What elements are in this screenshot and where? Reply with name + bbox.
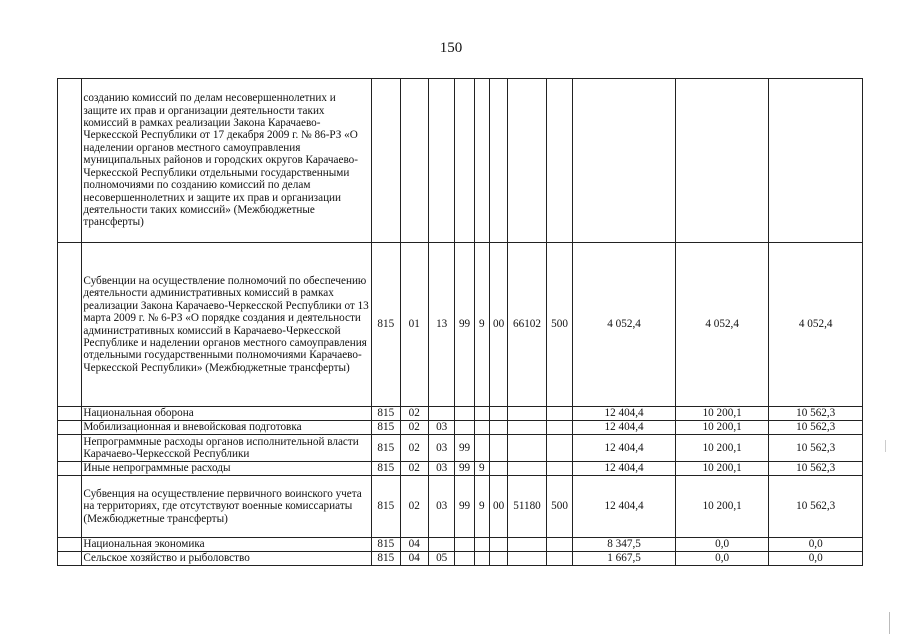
col-event: 00 [489,476,507,538]
col-expense-type [546,407,572,421]
row-gap-cell [58,407,82,421]
col-program: 99 [455,243,474,407]
col-event [489,435,507,462]
col-amount-2 [675,79,769,243]
col-event [489,407,507,421]
col-ministry: 815 [372,552,400,566]
col-amount-3: 10 562,3 [769,462,863,476]
col-section: 02 [400,421,428,435]
col-subprogram [474,407,489,421]
col-expense-type [546,552,572,566]
table-row [58,476,863,538]
col-expense-type: 500 [546,476,572,538]
col-direction [508,462,547,476]
col-subsection: 03 [428,421,454,435]
col-subprogram [474,538,489,552]
col-event [489,79,507,243]
col-section: 04 [400,538,428,552]
col-expense-type [546,538,572,552]
row-gap-cell [58,538,82,552]
row-name: Мобилизационная и вневойсковая подготовка [82,421,372,435]
col-direction [508,421,547,435]
row-gap-cell [58,421,82,435]
col-amount-2: 10 200,1 [675,476,769,538]
col-subsection: 03 [428,462,454,476]
col-expense-type [546,435,572,462]
col-subsection: 03 [428,476,454,538]
row-name: Непрограммные расходы органов исполнительной власти Карачаево-Черкесской Республики [82,435,372,462]
col-amount-2: 0,0 [675,552,769,566]
col-ministry [372,79,400,243]
row-gap-cell [58,476,82,538]
col-direction [508,79,547,243]
col-amount-2: 10 200,1 [675,421,769,435]
col-amount-2: 10 200,1 [675,462,769,476]
table-row [58,462,863,476]
col-direction: 66102 [508,243,547,407]
col-direction: 51180 [508,476,547,538]
col-amount-3: 0,0 [769,538,863,552]
col-program [455,407,474,421]
col-direction [508,435,547,462]
col-amount-1: 1 667,5 [573,552,676,566]
col-ministry: 815 [372,538,400,552]
col-program: 99 [455,462,474,476]
table-row [58,243,863,407]
col-subsection: 05 [428,552,454,566]
col-subsection [428,538,454,552]
col-program [455,538,474,552]
col-program: 99 [455,435,474,462]
col-amount-3: 10 562,3 [769,435,863,462]
row-gap-cell [58,435,82,462]
col-program: 99 [455,476,474,538]
col-ministry: 815 [372,421,400,435]
col-amount-1: 12 404,4 [573,421,676,435]
col-event [489,552,507,566]
table-row [58,79,863,243]
budget-table [57,78,863,566]
col-amount-1: 12 404,4 [573,476,676,538]
row-name: Иные непрограммные расходы [82,462,372,476]
row-gap-cell [58,552,82,566]
col-section: 02 [400,407,428,421]
col-expense-type: 500 [546,243,572,407]
row-gap-cell [58,462,82,476]
col-section: 01 [400,243,428,407]
col-amount-2: 4 052,4 [675,243,769,407]
col-amount-1: 8 347,5 [573,538,676,552]
col-event: 00 [489,243,507,407]
col-ministry: 815 [372,435,400,462]
col-amount-1: 4 052,4 [573,243,676,407]
col-amount-1: 12 404,4 [573,462,676,476]
col-subprogram [474,421,489,435]
row-name: Сельское хозяйство и рыболовство [82,552,372,566]
col-subprogram: 9 [474,243,489,407]
col-subprogram: 9 [474,462,489,476]
col-subsection: 03 [428,435,454,462]
col-amount-3: 10 562,3 [769,421,863,435]
col-expense-type [546,421,572,435]
table-row [58,552,863,566]
col-amount-1: 12 404,4 [573,407,676,421]
col-program [455,552,474,566]
col-section: 04 [400,552,428,566]
col-subprogram: 9 [474,476,489,538]
col-section: 02 [400,462,428,476]
col-event [489,462,507,476]
col-amount-3: 10 562,3 [769,476,863,538]
table-row [58,538,863,552]
row-name: Национальная экономика [82,538,372,552]
col-amount-2: 10 200,1 [675,407,769,421]
col-amount-3: 10 562,3 [769,407,863,421]
col-section: 02 [400,476,428,538]
col-subsection [428,407,454,421]
col-subprogram [474,79,489,243]
col-subsection [428,79,454,243]
col-direction [508,407,547,421]
col-section [400,79,428,243]
scan-mark [885,440,886,452]
col-direction [508,538,547,552]
col-expense-type [546,462,572,476]
col-event [489,421,507,435]
table-row [58,435,863,462]
col-program [455,79,474,243]
row-gap-cell [58,79,82,243]
col-expense-type [546,79,572,243]
col-direction [508,552,547,566]
col-amount-3: 0,0 [769,552,863,566]
row-gap-cell [58,243,82,407]
col-ministry: 815 [372,462,400,476]
col-subprogram [474,552,489,566]
col-program [455,421,474,435]
col-ministry: 815 [372,243,400,407]
table-row [58,407,863,421]
col-section: 02 [400,435,428,462]
col-amount-2: 10 200,1 [675,435,769,462]
row-name: созданию комиссий по делам несовершеннолетних и защите их прав и организации деятельности таких комиссий в рамках реализации Закона Карачаево-Черкесской Республики от 17 декабря 2009 г. № 86-РЗ «О наделении органов местного самоуправления муниципальных районов и городских округов Карачаево-Черкесской Республики отдельными государственными полномочиями по созданию комиссий по делам несовершеннолетних и защите их прав и организации деятельности таких комиссий» (Межбюджетные трансферты) [82,79,372,243]
row-name: Национальная оборона [82,407,372,421]
table-row [58,421,863,435]
row-name: Субвенция на осуществление первичного воинского учета на территориях, где отсутствуют военные комиссариаты (Межбюджетные трансферты) [82,476,372,538]
col-subprogram [474,435,489,462]
col-amount-2: 0,0 [675,538,769,552]
col-ministry: 815 [372,476,400,538]
col-amount-3 [769,79,863,243]
page-number: 150 [439,40,463,56]
scan-mark [889,612,890,634]
col-event [489,538,507,552]
col-ministry: 815 [372,407,400,421]
col-amount-1: 12 404,4 [573,435,676,462]
col-amount-3: 4 052,4 [769,243,863,407]
col-subsection: 13 [428,243,454,407]
col-amount-1 [573,79,676,243]
row-name: Субвенции на осуществление полномочий по обеспечению деятельности административных комиссий в рамках реализации Закона Карачаево-Черкесской Республики от 13 марта 2009 г. № 6-РЗ «О порядке создания и деятельности административных комиссий в Карачаево-Черкесской Республике и наделении органов местного самоуправления отдельными государственными полномочиями Карачаево-Черкесской Республики» (Межбюджетные трансферты) [82,243,372,407]
